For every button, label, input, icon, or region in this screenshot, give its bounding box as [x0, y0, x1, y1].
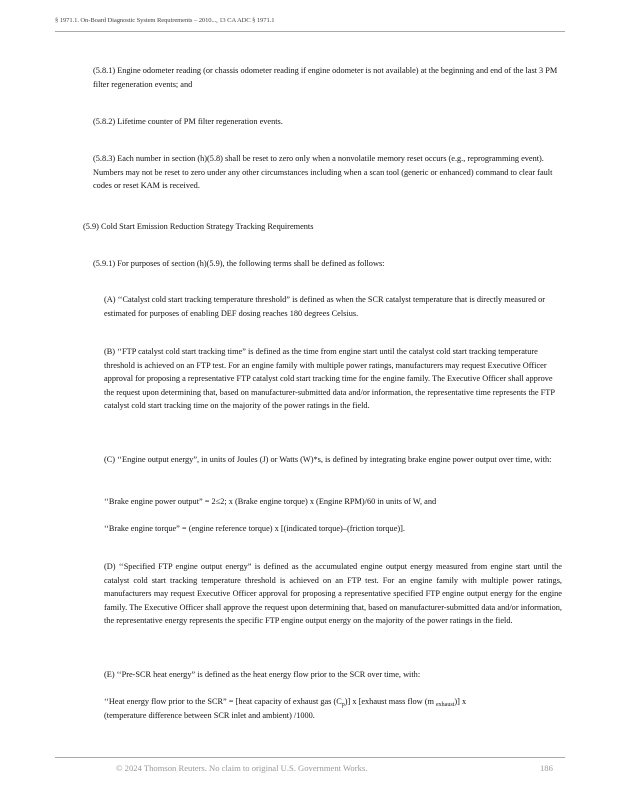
- copyright-notice: © 2024 Thomson Reuters. No claim to original U.S. Government Works.: [116, 763, 368, 773]
- formula-brake-torque: ‘‘Brake engine torque” = (engine reference torque) x [(indicated torque)–(friction torque)].: [104, 524, 405, 533]
- footer-divider: [55, 757, 565, 758]
- formula-part-2: )] x [exhaust mass flow (m: [344, 697, 434, 706]
- paragraph-5-8-2: (5.8.2) Lifetime counter of PM filter regeneration events.: [93, 117, 283, 126]
- definition-d: (D) ‘‘Specified FTP engine output energy” is defined as the accumulated engine output energy measured from engine start until the catalyst cold start tracking temperature threshold is achieved on an FTP test. For an engine family with multiple power ratings, manufacturers may request Executive Officer approval for proposing a representative specified FTP engine output energy for the engine family. The Executive Officer shall approve the request upon determining that, based on manufacturer-submitted data and/or information, the representative energy represents the specific FTP engine output energy on the majority of the power ratings in the field.: [104, 562, 562, 626]
- definition-a: (A) ‘‘Catalyst cold start tracking temperature threshold” is defined as when the SCR catalyst temperature that is directly measured or estimated for purposes of enabling DEF dosing reaches 180 degrees Celsius.: [104, 295, 546, 318]
- running-header: § 1971.1. On-Board Diagnostic System Requirements – 2010..., 13 CA ADC § 1971.1: [55, 17, 275, 24]
- definition-b: (B) ‘‘FTP catalyst cold start tracking time” is defined as the time from engine start until the catalyst cold start tracking temperature threshold is achieved on an FTP test. For an engine family with multiple power ratings, manufacturers may request Executive Officer approval for proposing a representative FTP catalyst cold start tracking time for the engine family. The Executive Officer shall approve the request upon determining that, based on manufacturer-submitted data and/or information, the representative time represents the FTP catalyst cold start tracking time on the majority of the power ratings in the field.: [104, 347, 555, 411]
- formula-part-1: ‘‘Heat energy flow prior to the SCR” = [heat capacity of exhaust gas (C: [104, 697, 342, 706]
- formula-brake-power: ‘‘Brake engine power output” = 2≤2; x (Brake engine torque) x (Engine RPM)/60 in units of W, and: [104, 497, 437, 506]
- formula-heat-energy-flow-cont: (temperature difference between SCR inlet and ambient) /1000.: [104, 711, 315, 720]
- paragraph-5-9-1: (5.9.1) For purposes of section (h)(5.9), the following terms shall be defined as follows:: [93, 259, 385, 268]
- subscript-exhaust: exhaust: [436, 702, 455, 708]
- page-number: 186: [540, 763, 553, 773]
- subscript-p: p: [341, 702, 345, 708]
- paragraph-5-8-1: (5.8.1) Engine odometer reading (or chassis odometer reading if engine odometer is not available) at the beginning and end of the last 3 PM filter regeneration events; and: [93, 66, 558, 89]
- definition-e: (E) ‘‘Pre-SCR heat energy” is defined as the heat energy flow prior to the SCR over time, with:: [104, 670, 421, 679]
- header-divider: [55, 31, 565, 32]
- paragraph-5-8-3: (5.8.3) Each number in section (h)(5.8) shall be reset to zero only when a nonvolatile memory reset occurs (e.g., reprogramming event). Numbers may not be reset to zero under any other circumstances including when a scan tool (generic or enhanced) command to clear fault codes or reset KAM is received.: [93, 154, 553, 191]
- section-heading-5-9: (5.9) Cold Start Emission Reduction Strategy Tracking Requirements: [83, 222, 314, 231]
- definition-c: (C) ‘‘Engine output energy”, in units of Joules (J) or Watts (W)*s, is defined by integrating brake engine power output over time, with:: [104, 455, 552, 464]
- formula-part-3: )] x: [454, 697, 467, 706]
